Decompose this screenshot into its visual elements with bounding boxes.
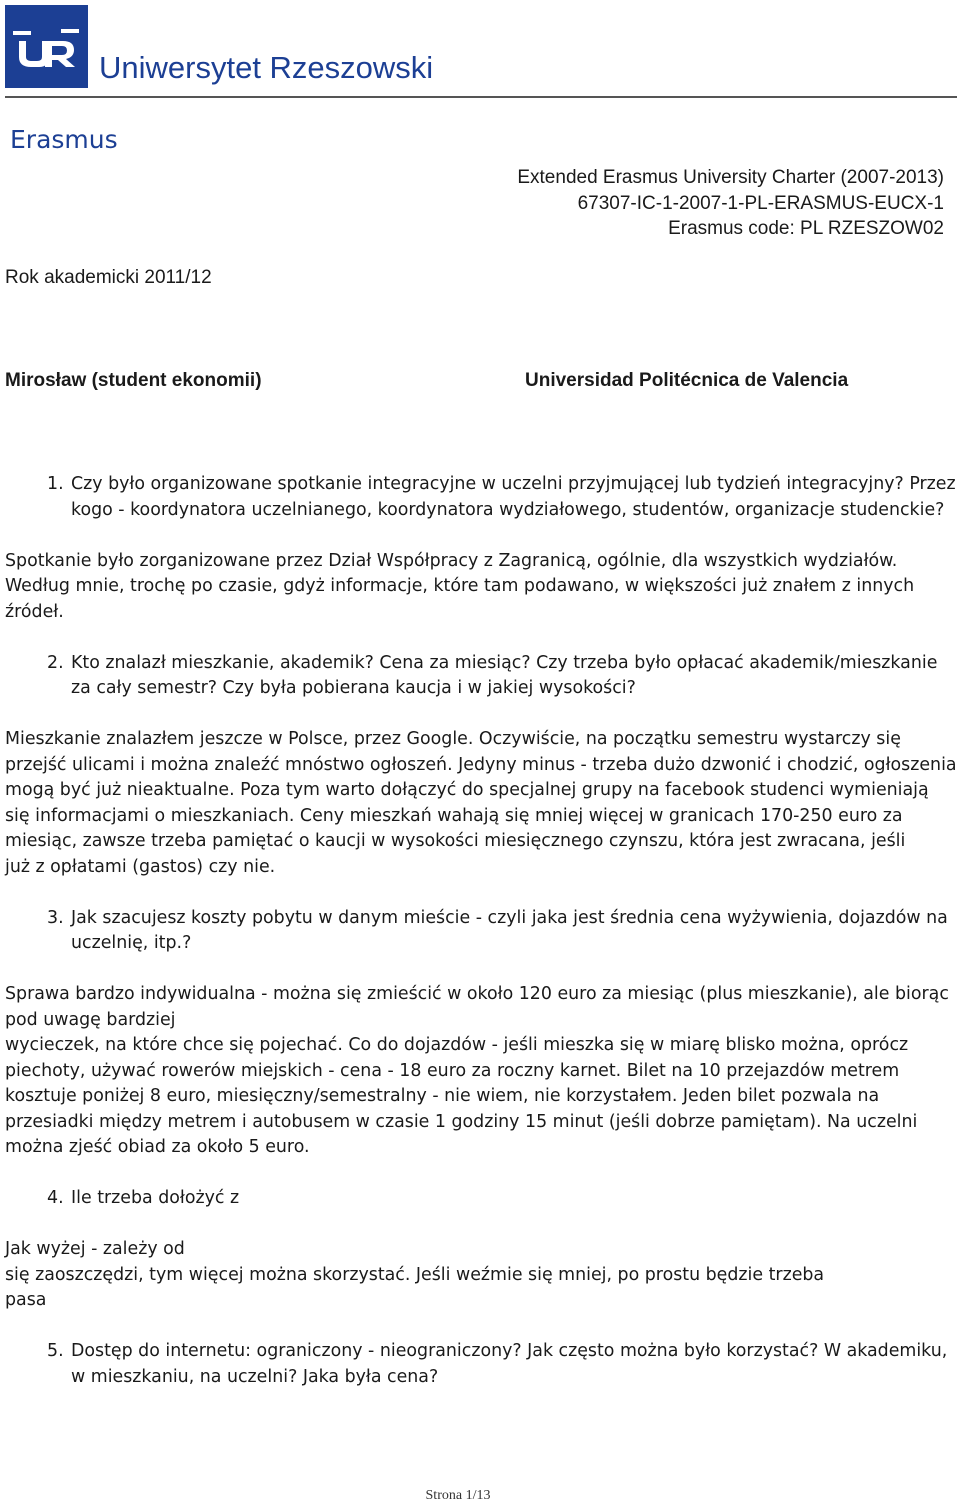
question [5,1339,957,1390]
question-number: 5. [47,1341,64,1361]
answer-text: Jak wyżej - zależy od się zaoszczędzi, tym więcej można skorzystać. Jeśli weźmie się mniej, po prostu będzie trzeba pasa [5,1239,825,1310]
academic-year: Rok akademicki 2011/12 [5,267,212,288]
question-text: Kto znalazł mieszkanie, akademik? Cena za miesiąc? Czy trzeba było opłacać akademik/mieszkanie za cały semestr? Czy była pobierana kaucja i w jakiej wysokości? [71,652,938,698]
question [5,651,957,702]
header-divider [5,96,957,98]
question-text: Jak szacujesz koszty pobytu w danym mieście - czyli jaka jest średnia cena wyżywienia, dojazdów na uczelnię, itp.? [71,907,948,953]
section-title: Erasmus [10,125,118,154]
university-name: Uniwersytet Rzeszowski [99,50,434,85]
page-number: Strona 1/13 [425,1488,491,1503]
question-text: Ile trzeba dołożyć z [71,1188,240,1208]
question-number: 2. [47,652,64,673]
answer-text: Spotkanie było zorganizowane przez Dział Współpracy z Zagranicą, ogólnie, dla wszystkich wydziałów. Według mnie, trochę po czasie, gdyż informacje, które tam podawano, w większości już znałem z innych źródeł. [5,550,915,622]
questionnaire [5,472,957,1390]
host-university: Universidad Politécnica de Valencia [525,370,849,391]
charter-info [517,165,944,242]
charter-code: 67307-IC-1-2007-1-PL-ERASMUS-EUCX-1 [577,192,944,214]
question [5,1186,957,1212]
answer-text: Sprawa bardzo indywidualna - można się zmieścić w około 120 euro za miesiąc (plus mieszkanie), ale biorąc pod uwagę bardziej wycieczek, na które chce się pojechać. Co do dojazdów - jeśli mieszka się w miarę blisko można, oprócz piechoty, używać rowerów miejskich - cena - 18 euro za roczny karnet. Bilet na 10 przejazdów metrem kosztuje poniżej 8 euro, miesięczny/semestralny - nie wiem, nie korzystałem. Jeden bilet pozwala na przesiadki między metrem i autobusem w czasie 1 godziny 15 minut (jeśli dobrze pamiętam). Na uczelni można zjeść obiad za około 5 euro. [5,984,949,1157]
charter-line: Extended Erasmus University Charter (2007-2013) [517,167,944,188]
question-number: 4. [47,1188,64,1208]
erasmus-code: Erasmus code: PL RZESZOW02 [668,218,944,239]
page-header [0,0,960,98]
student-name: Mirosław (student ekonomii) [5,370,262,391]
question-number: 1. [47,474,64,494]
question [5,472,957,523]
question [5,906,957,957]
question-text: Czy było organizowane spotkanie integracyjne w uczelni przyjmującej lub tydzień integracyjny? Przez kogo - koordynatora uczelnianego, koordynatora wydziałowego, studentów, organizacje studenckie? [71,474,956,520]
answer-text: Mieszkanie znalazłem jeszcze w Polsce, przez Google. Oczywiście, na początku semestru wystarczy się przejść ulicami i można znaleźć mnóstwo ogłoszeń. Jedyny minus - trzeba dużo dzwonić i chodzić, ogłoszenia mogą być już nieaktualne. Poza tym warto dołączyć do specjalnej grupy na facebook studenci wymieniają się informacjami o mieszkaniach. Ceny mieszkań wahają się mniej więcej w granicach 170-250 euro za miesiąc, zawsze trzeba pamiętać o kaucji w wysokości miesięcznego czynszu, która jest zwracana, jeśli już z opłatami (gastos) czy nie. [5,729,957,877]
question-number: 3. [47,907,64,928]
question-text: Dostęp do internetu: ograniczony - nieograniczony? Jak często można było korzystać? W akademiku, w mieszkaniu, na uczelni? Jaka była cena? [71,1341,948,1387]
ur-logo-icon [5,5,88,88]
